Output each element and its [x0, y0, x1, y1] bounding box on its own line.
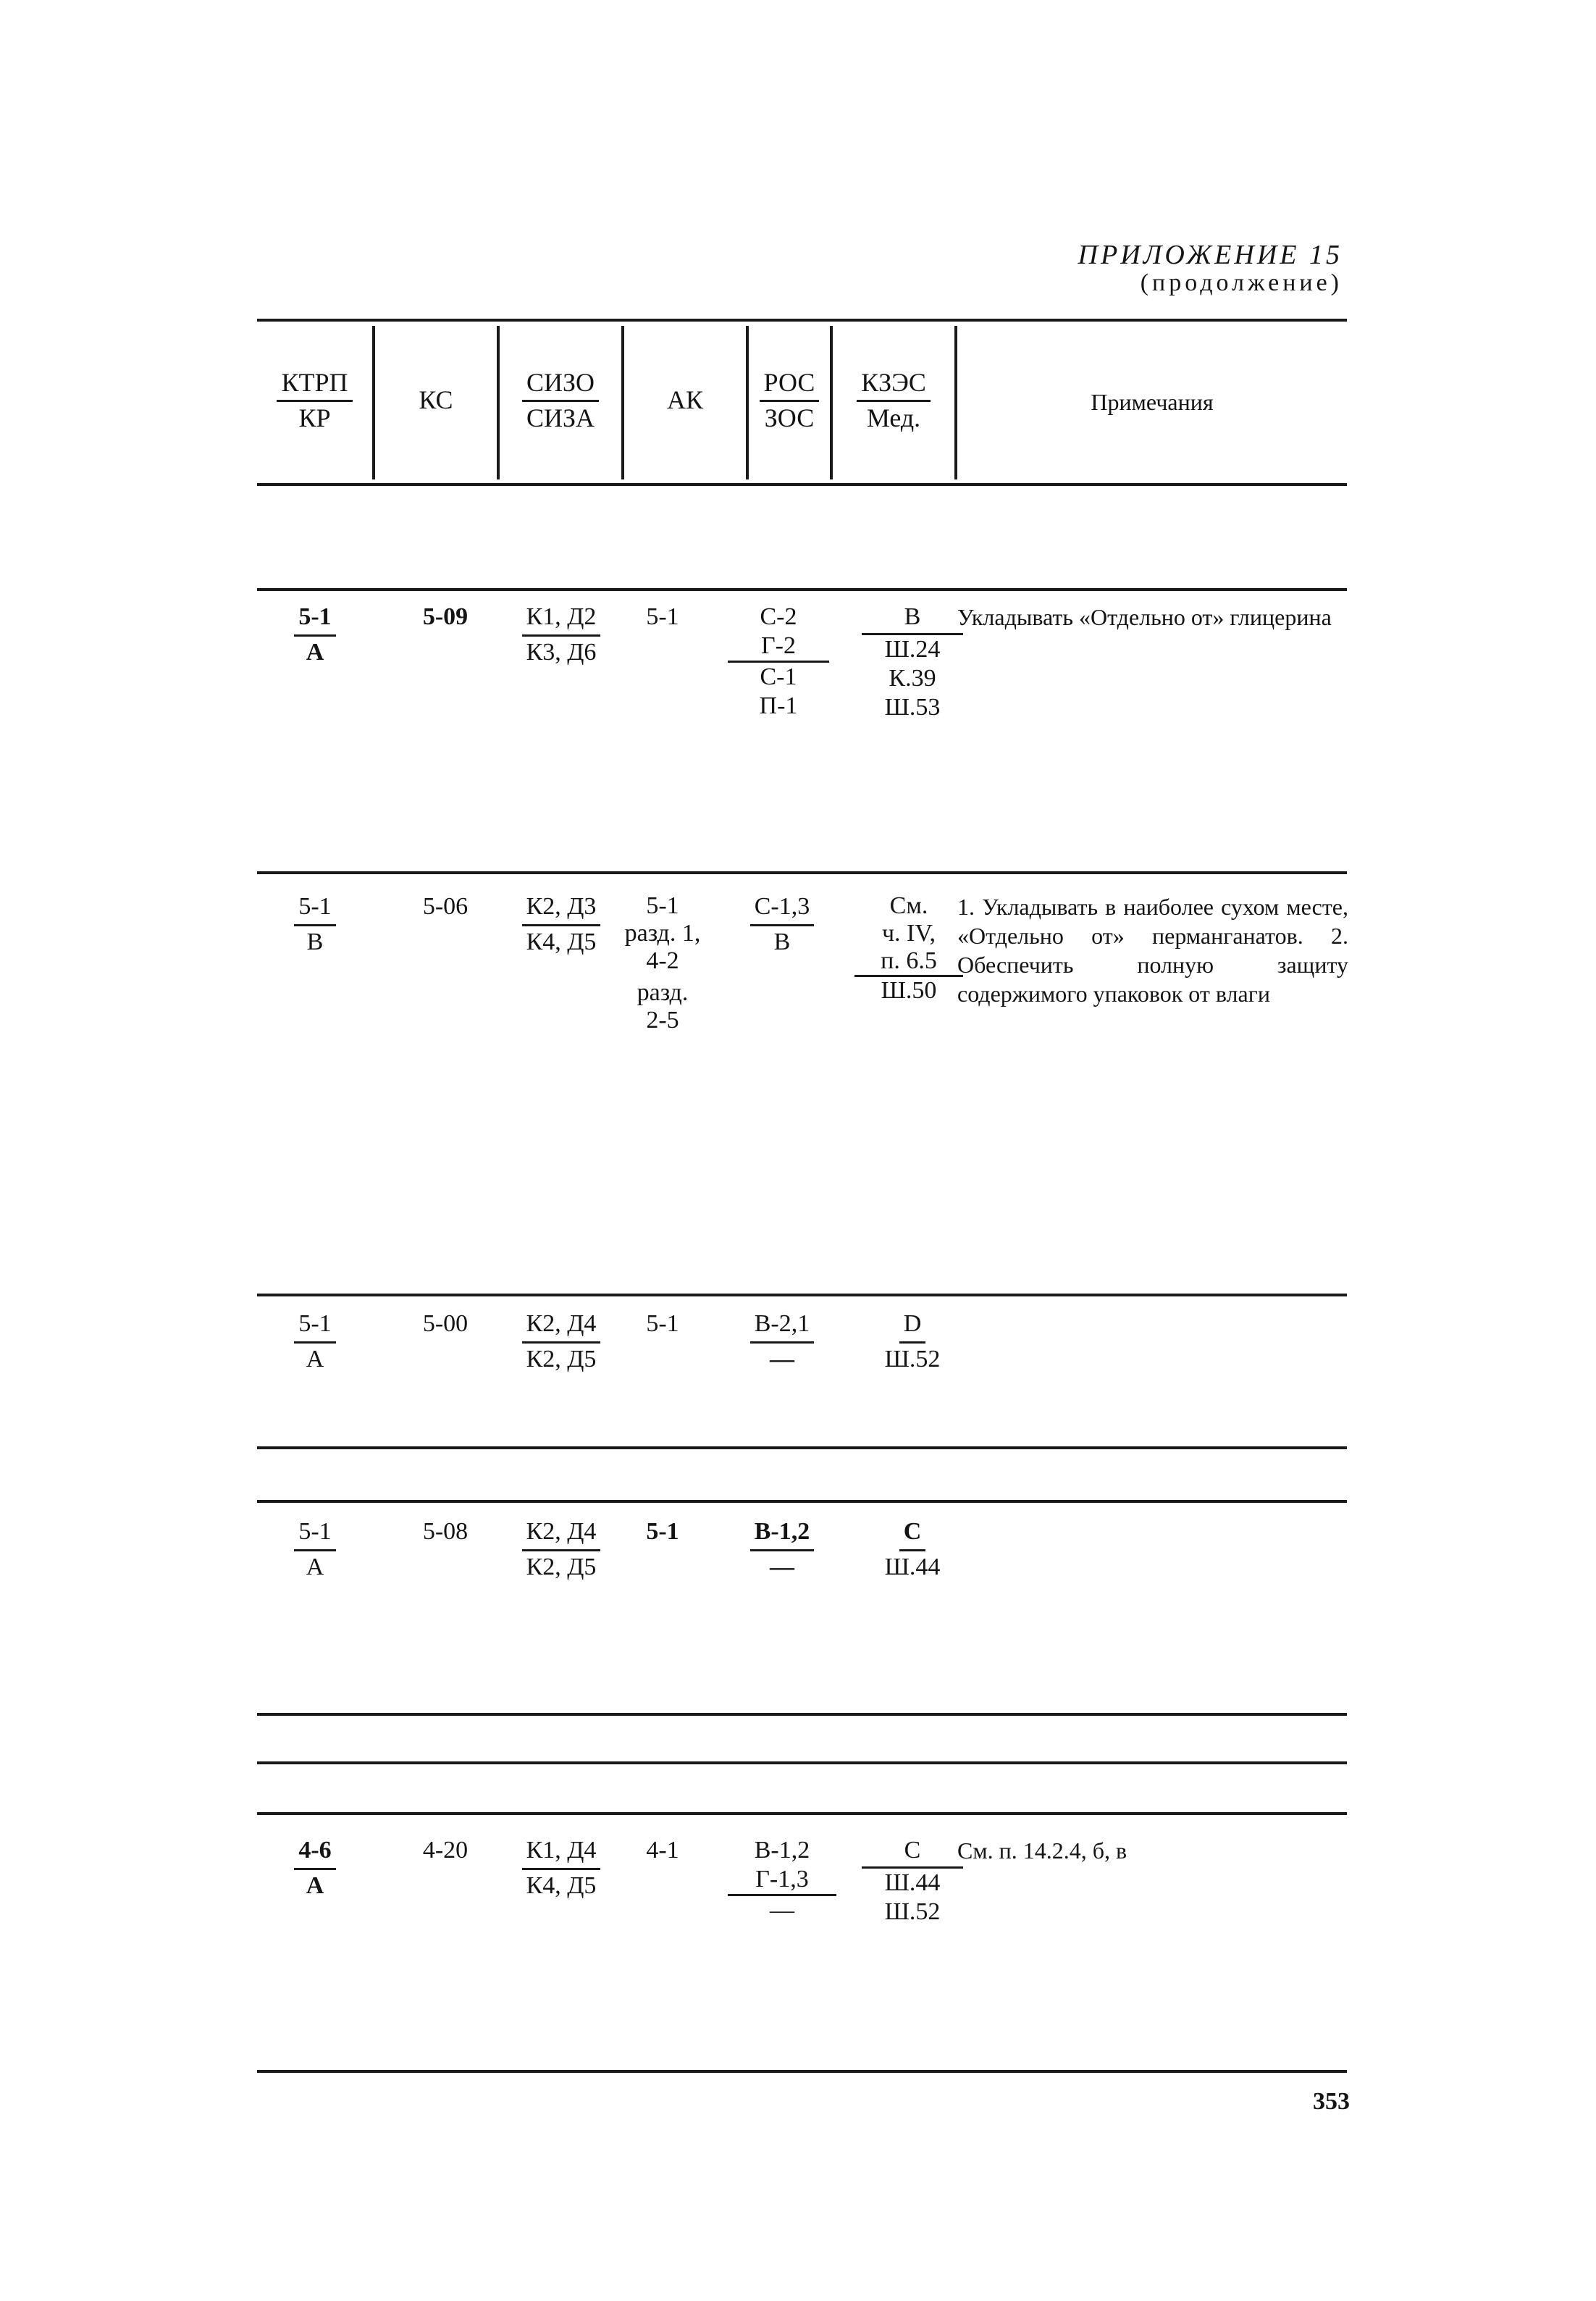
row-2-notes: 1. Укладывать в наиболее сухом месте, «Отдельно от» перманганатов. 2. Обеспечить полную защиту содержимого упаковок от влаги [957, 894, 1348, 1007]
row-4-ktrp-kr: 5-1 А [268, 1517, 362, 1582]
row-4-kzes-med: С Ш.44 [884, 1518, 941, 1580]
row-3-ros-zos: В-2,1 — [728, 1309, 836, 1374]
row-3-ktrp-kr: 5-1 А [268, 1309, 362, 1374]
col-header-med: Мед. [866, 403, 921, 432]
row-3-bottom-rule [257, 1446, 1347, 1449]
col-header-sizo: СИЗО [522, 368, 599, 402]
row-5-ak: 4-1 [646, 1837, 679, 1864]
col-header-kr: КР [298, 403, 331, 432]
row-1-notes: Укладывать «Отдельно от» глицерина [957, 604, 1332, 630]
col-header-ros-zos [749, 368, 830, 432]
row-1-ks: 5-09 [422, 603, 469, 630]
col-header-siza: СИЗА [526, 403, 595, 432]
appendix-title: ПРИЛОЖЕНИЕ 15 [1078, 240, 1343, 270]
col-header-notes: Примечания [1091, 389, 1214, 415]
col-header-sizo-siza [500, 368, 621, 432]
col-header-ks: КС [419, 385, 453, 414]
row-4-sizo-siza: К2, Д4 К2, Д5 [478, 1517, 644, 1582]
col-header-ak: АК [666, 385, 703, 414]
row-2-ktrp-kr: 5-1 В [268, 892, 362, 957]
row-2-ks: 5-06 [422, 893, 469, 920]
row-5-sizo-siza: К1, Д4 К4, Д5 [478, 1836, 644, 1900]
col-header-kzes-med [833, 368, 954, 432]
row-4-ks: 5-08 [422, 1518, 469, 1545]
col-header-ros: РОС [760, 368, 820, 402]
col-header-zos: ЗОС [764, 403, 815, 432]
row-2-ak: 5-1 разд. 1, 4-2 разд. 2-5 [624, 892, 701, 1034]
row-3-kzes-med: D Ш.52 [884, 1310, 941, 1372]
row-5-ks: 4-20 [422, 1837, 469, 1864]
row-3-top-rule [257, 1294, 1347, 1296]
row-3-ks: 5-00 [422, 1310, 469, 1337]
row-4-ros-zos: В-1,2 — [728, 1517, 836, 1582]
table-bottom-rule [257, 2070, 1347, 2073]
row-5-notes: См. п. 14.2.4, б, в [957, 1837, 1127, 1864]
header-bottom-rule [257, 483, 1347, 486]
row-1-ak: 5-1 [646, 603, 679, 630]
row-5-ktrp-kr: 4-6 А [268, 1836, 362, 1900]
row-2-ros-zos: С-1,3 В [728, 892, 836, 957]
row-1-ktrp-kr: 5-1 А [268, 603, 362, 667]
row-1-kzes-med: В Ш.24 К.39 Ш.53 [862, 603, 963, 722]
row-4-bottom-rule [257, 1713, 1347, 1716]
row-5-kzes-med: С Ш.44 Ш.52 [862, 1836, 963, 1927]
row-3-ak: 5-1 [646, 1310, 679, 1337]
header-top-rule [257, 319, 1347, 322]
row-5-pre-rule [257, 1761, 1347, 1764]
appendix-subtitle: (продолжение) [1140, 269, 1343, 296]
row-2-top-rule [257, 871, 1347, 874]
row-5-top-rule [257, 1812, 1347, 1815]
col-header-ktrp: КТРП [277, 368, 352, 402]
row-3-sizo-siza: К2, Д4 К2, Д5 [478, 1309, 644, 1374]
row-2-sizo-siza: К2, Д3 К4, Д5 [478, 892, 644, 957]
col-header-ktrp-kr [257, 368, 372, 432]
row-2-kzes-med: См. ч. IV, п. 6.5 Ш.50 [854, 892, 963, 1005]
page-number: 353 [1313, 2088, 1350, 2115]
row-4-ak: 5-1 [646, 1518, 679, 1545]
row-5-ros-zos: В-1,2 Г-1,3 — [728, 1836, 836, 1925]
row-1-ros-zos: С-2 Г-2 С-1 П-1 [728, 603, 829, 721]
row-4-top-rule [257, 1500, 1347, 1503]
row-1-sizo-siza: К1, Д2 К3, Д6 [478, 603, 644, 667]
col-header-kzes: КЗЭС [857, 368, 931, 402]
row-1-top-rule [257, 588, 1347, 591]
